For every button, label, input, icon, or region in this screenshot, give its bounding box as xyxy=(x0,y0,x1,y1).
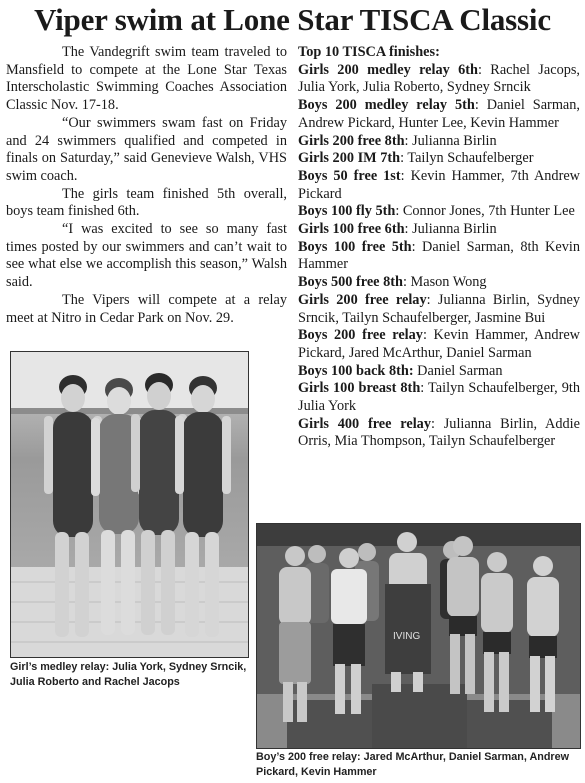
result-event: Girls 200 IM 7th xyxy=(298,150,401,167)
result-item xyxy=(298,150,580,168)
result-detail: : Daniel Sarman, 8th Kevin Hammer xyxy=(298,238,580,273)
result-item xyxy=(298,292,580,327)
story-paragraph: The girls team finished 5th overall, boys team finished 6th. xyxy=(6,185,287,220)
headline: Viper swim at Lone Star TISCA Classic xyxy=(34,2,551,37)
result-detail: : Rachel Jacops, Julia York, Julia Roberto, Sydney Srncik xyxy=(298,61,580,96)
boys-relay-photo xyxy=(256,523,581,749)
result-detail: : Tailyn Schaufelberger xyxy=(400,150,534,167)
girls-relay-caption: Girl’s medley relay: Julia York, Sydney Srncik, Julia Roberto and Rachel Jacops xyxy=(10,661,247,688)
story-paragraph: The Vipers will compete at a relay meet at Nitro in Cedar Park on Nov. 29. xyxy=(6,291,287,326)
result-item xyxy=(298,62,580,97)
story-paragraph: The Vandegrift swim team traveled to Mansfield to compete at the Lone Star Texas Interscholastic Swimming Coaches Association Classic Nov. 17-18. xyxy=(6,44,287,114)
result-event: Boys 500 free 8th xyxy=(298,274,403,291)
result-item xyxy=(298,168,580,203)
result-item xyxy=(298,97,580,132)
result-detail: : Daniel Sarman, Andrew Pickard, Hunter Lee, Kevin Hammer xyxy=(298,97,581,131)
result-item xyxy=(298,363,580,381)
result-event: Girls 200 free relay xyxy=(298,291,427,308)
result-item xyxy=(298,203,580,221)
result-detail: : Julianna Birlin, Addie Orris, Mia Thompson, Tailyn Schaufelberger xyxy=(298,415,580,450)
result-detail: : Mason Wong xyxy=(402,274,487,291)
result-event: Girls 100 free 6th xyxy=(298,221,405,238)
boys-relay-caption: Boy’s 200 free relay: Jared McArthur, Daniel Sarman, Andrew Pickard, Kevin Hammer xyxy=(256,751,570,778)
result-event: Girls 400 free relay xyxy=(298,415,431,432)
result-detail: : Tailyn Schaufelberger, 9th Julia York xyxy=(298,380,580,415)
result-detail: : Connor Jones, 7th Hunter Lee xyxy=(395,203,575,220)
girls-relay-photo xyxy=(10,351,249,658)
result-event: Boys 100 free 5th xyxy=(298,238,412,255)
results-list xyxy=(298,62,580,451)
result-item xyxy=(298,239,580,274)
result-event: Boys 100 fly 5th xyxy=(298,203,396,220)
result-event: Girls 100 breast 8th xyxy=(298,380,421,397)
story-paragraph: “I was excited to see so many fast times posted by our swimmers and can’t wait to see what else we accomplish this season,” Walsh said. xyxy=(6,221,287,291)
result-event: Boys 200 free relay xyxy=(298,327,423,344)
story-column xyxy=(6,44,287,327)
result-event: Boys 200 medley relay 5th xyxy=(298,97,475,114)
boys-relay-illustration xyxy=(257,524,580,748)
result-detail: : Julianna Birlin xyxy=(404,221,497,238)
result-event: Girls 200 medley relay 6th xyxy=(298,61,478,78)
result-item xyxy=(298,327,580,362)
result-detail: : Kevin Hammer, Andrew Pickard, Jared McArthur, Daniel Sarman xyxy=(298,327,581,361)
result-detail: : Julianna Birlin xyxy=(404,132,497,149)
girls-relay-illustration xyxy=(11,352,248,657)
result-event: Girls 200 free 8th xyxy=(298,132,405,149)
results-column xyxy=(298,44,580,451)
result-detail: : Kevin Hammer, 7th Andrew Pickard xyxy=(298,167,581,202)
results-title: Top 10 TISCA finishes: xyxy=(298,44,440,60)
result-item xyxy=(298,221,580,239)
result-detail: Daniel Sarman xyxy=(413,362,503,379)
result-event: Boys 50 free 1st xyxy=(298,167,401,184)
result-item xyxy=(298,274,580,292)
result-item xyxy=(298,133,580,151)
result-item xyxy=(298,380,580,415)
story-paragraph: “Our swimmers swam fast on Friday and 24 swimmers qualified and competed in finals on Saturday,” said Genevieve Walsh, VHS swim coach. xyxy=(6,114,287,184)
result-item xyxy=(298,416,580,451)
result-event: Boys 100 back 8th: xyxy=(298,362,414,379)
towel-text: IVING xyxy=(393,631,421,642)
result-detail: : Julianna Birlin, Sydney Srncik, Tailyn Schaufelberger, Jasmine Bui xyxy=(298,291,580,326)
